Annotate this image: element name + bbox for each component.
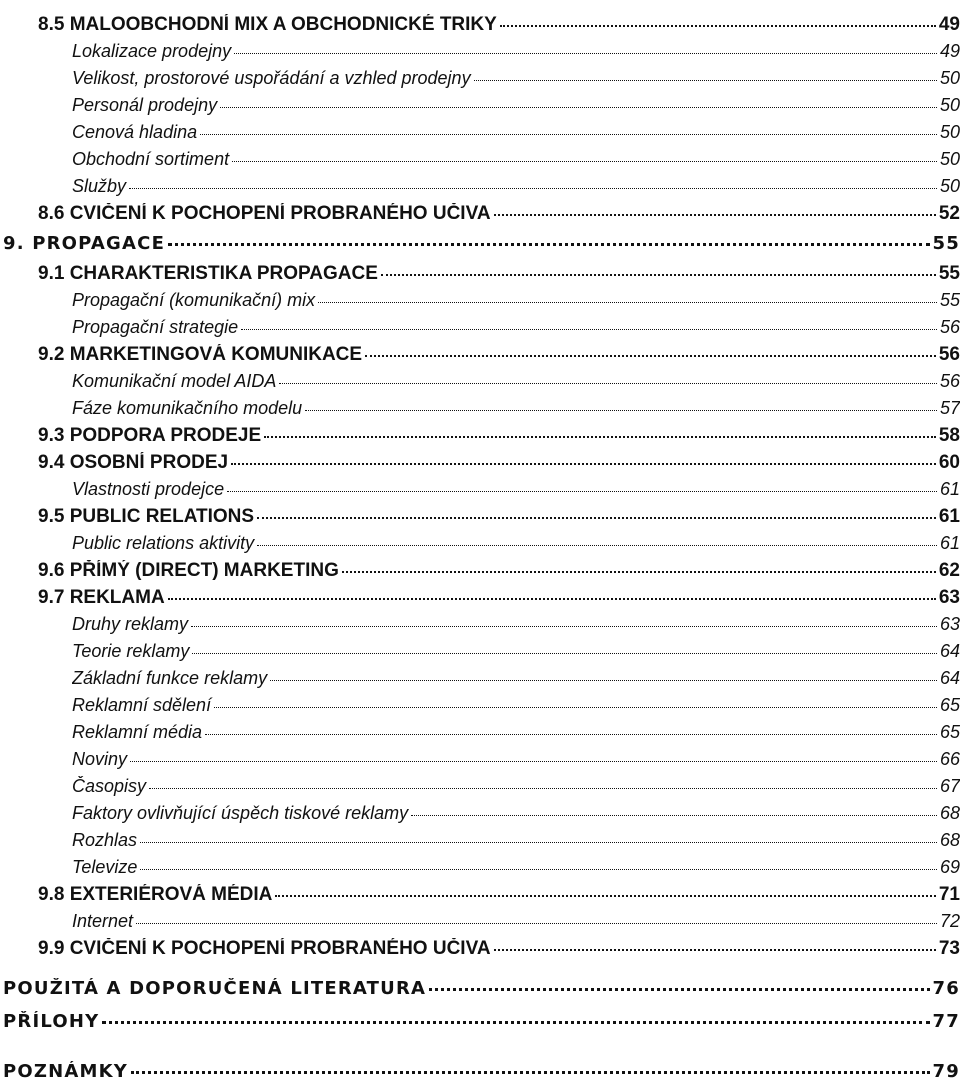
toc-section-entry <box>38 203 960 225</box>
dot-leader <box>168 598 936 600</box>
dot-leader <box>220 107 937 108</box>
toc-entry-title: Internet <box>72 911 134 931</box>
toc-entry-page-number: 64 <box>939 641 960 661</box>
dot-leader <box>231 463 936 465</box>
toc-entry-title: 9.1 CHARAKTERISTIKA PROPAGACE <box>38 263 378 284</box>
toc-entry-title: Teorie reklamy <box>72 641 190 661</box>
toc-entry-page-number: 50 <box>939 95 960 115</box>
dot-leader <box>342 571 936 573</box>
toc-entry-title: 9.3 PODPORA PRODEJE <box>38 425 262 446</box>
toc-entry-title: Cenová hladina <box>72 122 198 142</box>
toc-subsection-entry <box>72 668 960 689</box>
toc-entry-page-number: 56 <box>938 344 960 365</box>
dot-leader <box>227 491 937 492</box>
dot-leader <box>130 761 937 762</box>
dot-leader <box>234 53 937 54</box>
dot-leader <box>214 707 937 708</box>
dot-leader <box>500 25 936 27</box>
toc-subsection-entry <box>72 317 960 338</box>
dot-leader <box>136 923 937 924</box>
toc-entry-title: 9.6 PŘÍMÝ (DIRECT) MARKETING <box>38 560 339 581</box>
toc-entry-title: 9.8 EXTERIÉROVÁ MÉDIA <box>38 884 273 905</box>
dot-leader <box>140 869 937 870</box>
toc-subsection-entry <box>72 857 960 878</box>
toc-entry-title: Vlastnosti prodejce <box>72 479 225 499</box>
toc-entry-title: Obchodní sortiment <box>72 149 230 169</box>
toc-entry-page-number: 63 <box>939 614 960 634</box>
dot-leader <box>257 517 936 519</box>
toc-entry-title: 9.9 CVIČENÍ K POCHOPENÍ PROBRANÉHO UČIVA <box>38 938 491 959</box>
dot-leader <box>192 653 937 654</box>
toc-section-entry <box>38 560 960 582</box>
dot-leader <box>102 1021 929 1024</box>
toc-entry-title: 8.6 CVIČENÍ K POCHOPENÍ PROBRANÉHO UČIVA <box>38 203 491 224</box>
dot-leader <box>279 383 937 384</box>
toc-entry-page-number: 61 <box>939 479 960 499</box>
toc-entry-page-number: 69 <box>939 857 960 877</box>
toc-entry-page-number: 65 <box>939 695 960 715</box>
toc-entry-title: Public relations aktivity <box>72 533 255 553</box>
toc-entry-title: Reklamní sdělení <box>72 695 212 715</box>
toc-entry-page-number: 73 <box>938 938 960 959</box>
toc-entry-page-number: 49 <box>939 41 960 61</box>
toc-entry-page-number: 72 <box>939 911 960 931</box>
dot-leader <box>241 329 937 330</box>
dot-leader <box>305 410 937 411</box>
toc-entry-page-number: 77 <box>932 1011 960 1032</box>
toc-section-entry <box>38 425 960 447</box>
toc-subsection-entry <box>72 803 960 824</box>
toc-entry-title: Základní funkce reklamy <box>72 668 268 688</box>
toc-entry-page-number: 79 <box>932 1061 960 1082</box>
toc-entry-title: Velikost, prostorové uspořádání a vzhled prodejny <box>72 68 471 88</box>
toc-entry-title: Noviny <box>72 749 128 769</box>
toc-subsection-entry <box>72 68 960 89</box>
toc-entry-title: 9.7 REKLAMA <box>38 587 165 608</box>
dot-leader <box>429 988 929 991</box>
toc-entry-page-number: 71 <box>938 884 960 905</box>
toc-entry-page-number: 67 <box>939 776 960 796</box>
toc-entry-title: Lokalizace prodejny <box>72 41 232 61</box>
toc-section-entry <box>38 506 960 528</box>
toc-section-entry <box>38 587 960 609</box>
toc-subsection-entry <box>72 776 960 797</box>
dot-leader <box>411 815 937 816</box>
toc-entry-page-number: 61 <box>938 506 960 527</box>
toc-subsection-entry <box>72 95 960 116</box>
toc-section-entry <box>38 938 960 960</box>
toc-subsection-entry <box>72 911 960 932</box>
toc-entry-page-number: 55 <box>939 290 960 310</box>
toc-entry-title: Propagační (komunikační) mix <box>72 290 316 310</box>
toc-subsection-entry <box>72 122 960 143</box>
dot-leader <box>205 734 937 735</box>
dot-leader <box>168 243 929 246</box>
toc-entry-page-number: 58 <box>938 425 960 446</box>
toc-entry-page-number: 64 <box>939 668 960 688</box>
toc-entry-page-number: 50 <box>939 149 960 169</box>
dot-leader <box>191 626 937 627</box>
toc-subsection-entry <box>72 41 960 62</box>
toc-chapter-entry <box>3 1061 960 1082</box>
toc-entry-page-number: 68 <box>939 803 960 823</box>
toc-entry-title: POUŽITÁ A DOPORUČENÁ LITERATURA <box>3 978 427 999</box>
toc-entry-title: 9.5 PUBLIC RELATIONS <box>38 506 255 527</box>
toc-subsection-entry <box>72 176 960 197</box>
dot-leader <box>200 134 937 135</box>
toc-entry-page-number: 66 <box>939 749 960 769</box>
toc-entry-page-number: 50 <box>939 68 960 88</box>
toc-entry-page-number: 52 <box>938 203 960 224</box>
toc-entry-page-number: 65 <box>939 722 960 742</box>
toc-subsection-entry <box>72 371 960 392</box>
toc-subsection-entry <box>72 614 960 635</box>
dot-leader <box>474 80 937 81</box>
toc-section-entry <box>38 344 960 366</box>
toc-entry-title: 9.2 MARKETINGOVÁ KOMUNIKACE <box>38 344 363 365</box>
toc-entry-page-number: 50 <box>939 122 960 142</box>
toc-entry-page-number: 57 <box>939 398 960 418</box>
toc-entry-page-number: 68 <box>939 830 960 850</box>
dot-leader <box>232 161 937 162</box>
toc-section-entry <box>38 263 960 285</box>
toc-subsection-entry <box>72 749 960 770</box>
toc-entry-title: Propagační strategie <box>72 317 239 337</box>
toc-entry-title: PŘÍLOHY <box>3 1011 100 1032</box>
toc-entry-page-number: 56 <box>939 317 960 337</box>
toc-entry-page-number: 61 <box>939 533 960 553</box>
toc-entry-title: Služby <box>72 176 127 196</box>
toc-entry-title: Komunikační model AIDA <box>72 371 277 391</box>
toc-entry-title: Personál prodejny <box>72 95 218 115</box>
toc-entry-title: Druhy reklamy <box>72 614 189 634</box>
toc-entry-page-number: 56 <box>939 371 960 391</box>
toc-entry-title: Rozhlas <box>72 830 138 850</box>
dot-leader <box>275 895 935 897</box>
dot-leader <box>381 274 936 276</box>
toc-entry-title: Reklamní média <box>72 722 203 742</box>
toc-entry-title: Časopisy <box>72 776 147 796</box>
dot-leader <box>365 355 936 357</box>
toc-subsection-entry <box>72 722 960 743</box>
dot-leader <box>129 188 937 189</box>
toc-chapter-entry <box>3 978 960 999</box>
dot-leader <box>131 1071 930 1074</box>
toc-chapter-entry <box>3 1011 960 1032</box>
toc-subsection-entry <box>72 398 960 419</box>
toc-entry-page-number: 50 <box>939 176 960 196</box>
dot-leader <box>494 214 936 216</box>
dot-leader <box>149 788 937 789</box>
toc-entry-page-number: 62 <box>938 560 960 581</box>
toc-section-entry <box>38 14 960 36</box>
dot-leader <box>264 436 936 438</box>
toc-subsection-entry <box>72 290 960 311</box>
toc-entry-page-number: 55 <box>932 233 960 254</box>
dot-leader <box>257 545 937 546</box>
toc-entry-title: Fáze komunikačního modelu <box>72 398 303 418</box>
toc-entry-page-number: 55 <box>938 263 960 284</box>
toc-entry-title: Faktory ovlivňující úspěch tiskové reklamy <box>72 803 409 823</box>
toc-entry-title: POZNÁMKY <box>3 1061 129 1082</box>
toc-entry-title: 8.5 MALOOBCHODNÍ MIX A OBCHODNICKÉ TRIKY <box>38 14 497 35</box>
toc-entry-page-number: 63 <box>938 587 960 608</box>
toc-entry-title: 9. PROPAGACE <box>3 233 166 254</box>
toc-entry-title: Televize <box>72 857 138 877</box>
toc-entry-page-number: 60 <box>938 452 960 473</box>
dot-leader <box>270 680 937 681</box>
dot-leader <box>494 949 936 951</box>
dot-leader <box>140 842 937 843</box>
toc-section-entry <box>38 452 960 474</box>
toc-subsection-entry <box>72 479 960 500</box>
toc-entry-page-number: 76 <box>932 978 960 999</box>
toc-subsection-entry <box>72 830 960 851</box>
dot-leader <box>318 302 937 303</box>
toc-chapter-entry <box>3 233 960 254</box>
toc-subsection-entry <box>72 641 960 662</box>
toc-subsection-entry <box>72 149 960 170</box>
toc-subsection-entry <box>72 533 960 554</box>
toc-subsection-entry <box>72 695 960 716</box>
toc-section-entry <box>38 884 960 906</box>
toc-entry-title: 9.4 OSOBNÍ PRODEJ <box>38 452 229 473</box>
toc-entry-page-number: 49 <box>938 14 960 35</box>
